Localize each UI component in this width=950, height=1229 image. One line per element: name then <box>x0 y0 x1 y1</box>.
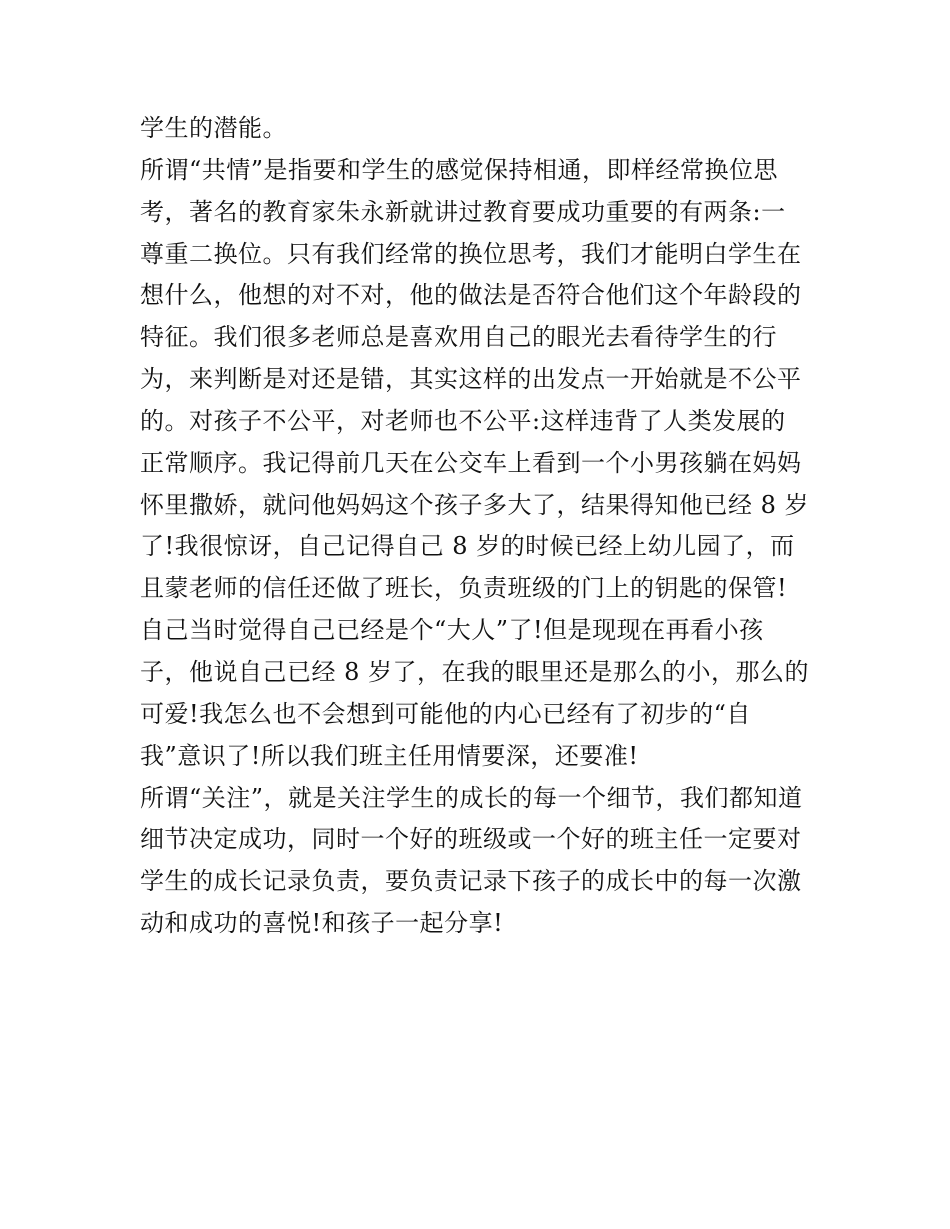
text-line: 考，著名的教育家朱永新就讲过教育要成功重要的有两条:一 <box>140 197 786 226</box>
text-line: 学生的潜能。 <box>140 114 287 142</box>
text-line: 了!我很惊讶，自己记得自己 8 岁的时候已经上幼儿园了，而 <box>140 532 795 561</box>
text-line: 特征。我们很多老师总是喜欢用自己的眼光去看待学生的行 <box>140 323 777 352</box>
text-line: 自己当时觉得自己已经是个“大人”了!但是现现在再看小孩 <box>140 616 764 645</box>
text-line: 想什么，他想的对不对，他的做法是否符合他们这个年龄段的 <box>140 281 802 310</box>
text-line: 所谓“关注”，就是关注学生的成长的每一个细节，我们都知道 <box>140 783 803 812</box>
text-line: 可爱!我怎么也不会想到可能他的内心已经有了初步的“自 <box>140 699 751 728</box>
body-text <box>140 108 820 945</box>
text-line: 尊重二换位。只有我们经常的换位思考，我们才能明白学生在 <box>140 239 802 268</box>
text-line: 正常顺序。我记得前几天在公交车上看到一个小男孩躺在妈妈 <box>140 448 802 477</box>
text-line: 学生的成长记录负责，要负责记录下孩子的成长中的每一次激 <box>140 867 802 896</box>
text-line: 子，他说自己已经 8 岁了，在我的眼里还是那么的小，那么的 <box>140 657 810 686</box>
text-line: 的。对孩子不公平，对老师也不公平:这样违背了人类发展的 <box>140 406 786 435</box>
text-line: 怀里撒娇，就问他妈妈这个孩子多大了，结果得知他已经 8 岁 <box>140 490 810 519</box>
text-line: 我”意识了!所以我们班主任用情要深，还要准! <box>140 741 639 770</box>
text-line: 所谓“共情”是指要和学生的感觉保持相通，即样经常换位思 <box>140 155 779 184</box>
text-line: 细节决定成功，同时一个好的班级或一个好的班主任一定要对 <box>140 825 802 854</box>
text-line: 且蒙老师的信任还做了班长，负责班级的门上的钥匙的保管! <box>140 574 788 603</box>
text-line: 动和成功的喜悦!和孩子一起分享! <box>140 909 504 938</box>
text-line: 为，来判断是对还是错，其实这样的出发点一开始就是不公平 <box>140 365 802 394</box>
